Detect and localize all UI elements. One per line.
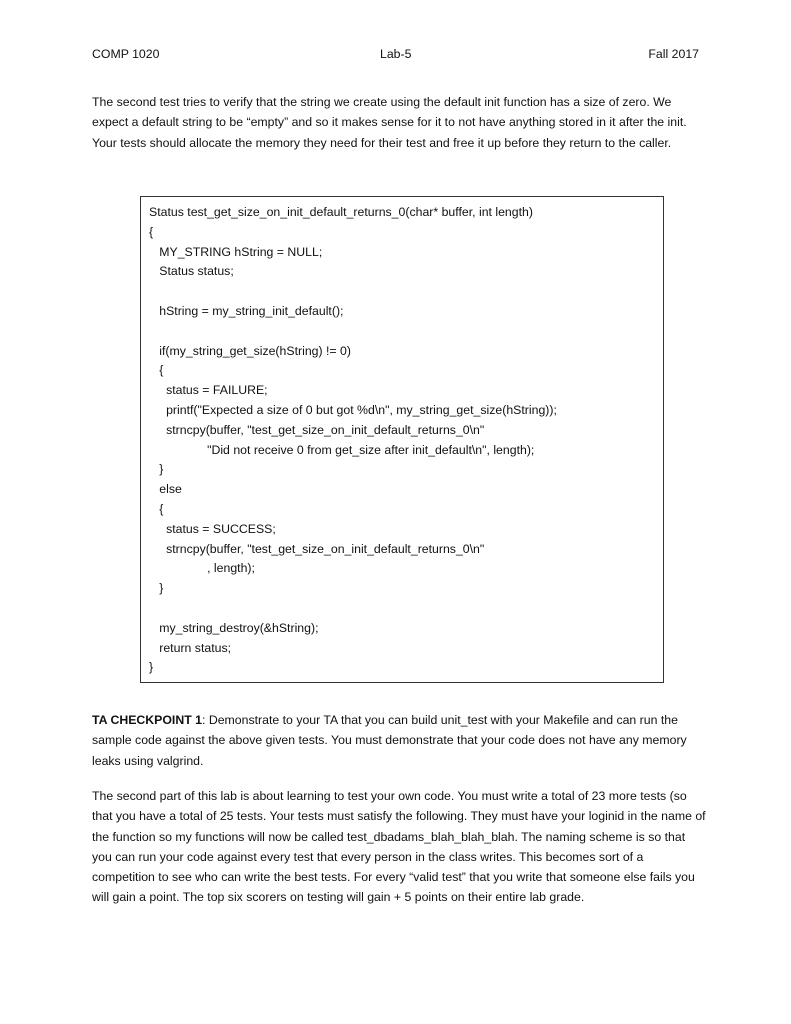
code-line: printf("Expected a size of 0 but got %d\n", my_string_get_size(hString)); bbox=[149, 402, 557, 417]
code-block bbox=[140, 196, 664, 683]
code-line: } bbox=[149, 462, 164, 477]
code-line: { bbox=[149, 501, 164, 516]
intro-paragraph: The second test tries to verify that the string we create using the default init function has a size of zero. We expect a default string to be “empty” and so it makes sense for it to not have anything stored in it after the init. Your tests should allocate the memory they need for their test and free it up before they return to the caller. bbox=[92, 95, 687, 150]
code-line: return status; bbox=[149, 640, 232, 655]
code-line: status = SUCCESS; bbox=[149, 521, 276, 536]
header-lab: Lab-5 bbox=[380, 47, 412, 61]
code-line: MY_STRING hString = NULL; bbox=[149, 244, 323, 259]
code-line: "Did not receive 0 from get_size after init_default\n", length); bbox=[149, 442, 535, 457]
code-line: else bbox=[149, 482, 182, 497]
code-line bbox=[149, 322, 557, 342]
checkpoint-label: TA CHECKPOINT 1 bbox=[92, 713, 202, 727]
code-line bbox=[149, 282, 557, 302]
code-line: strncpy(buffer, "test_get_size_on_init_default_returns_0\n" bbox=[149, 422, 485, 437]
code-line: , length); bbox=[149, 561, 255, 576]
code-line: my_string_destroy(&hString); bbox=[149, 620, 319, 635]
code-line: { bbox=[149, 224, 154, 239]
part2-paragraph: The second part of this lab is about learning to test your own code. You must write a total of 23 more tests (so that you have a total of 25 tests. Your tests must satisfy the following. They must have your loginid in the name of the function so my functions will now be called test_dbadams_blah_blah_blah. The naming scheme is so that you can run your code against every test that every person in the class writes. This becomes sort of a competition to see who can write the best tests. For every “valid test” that you write that someone else fails you will gain a point. The top six scorers on testing will gain + 5 points on their entire lab grade. bbox=[92, 789, 706, 905]
code-line: strncpy(buffer, "test_get_size_on_init_default_returns_0\n" bbox=[149, 541, 485, 556]
code-line: Status status; bbox=[149, 264, 234, 279]
code-line: if(my_string_get_size(hString) != 0) bbox=[149, 343, 351, 358]
code-line: hString = my_string_init_default(); bbox=[149, 303, 344, 318]
code-line: Status test_get_size_on_init_default_returns_0(char* buffer, int length) bbox=[149, 205, 533, 219]
header-term: Fall 2017 bbox=[648, 47, 699, 61]
code-line: { bbox=[149, 363, 164, 378]
code-line: } bbox=[149, 660, 154, 675]
checkpoint-paragraph bbox=[92, 710, 707, 771]
checkpoint-text: : Demonstrate to your TA that you can build unit_test with your Makefile and can run the sample code against the above given tests. You must demonstrate that your code does not have any memory leaks using valgrind. bbox=[92, 713, 687, 768]
header-course: COMP 1020 bbox=[92, 47, 160, 61]
code-line: status = FAILURE; bbox=[149, 383, 268, 398]
code-line: } bbox=[149, 581, 164, 596]
code-listing bbox=[149, 203, 557, 678]
code-line bbox=[149, 599, 557, 619]
